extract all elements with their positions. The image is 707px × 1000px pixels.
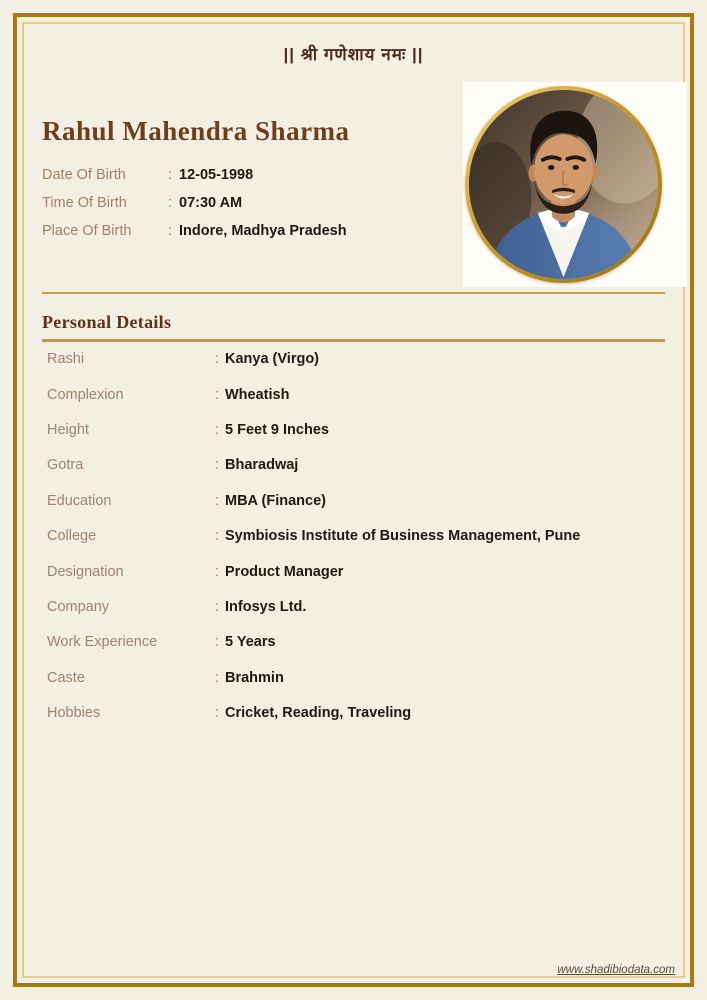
birth-label: Place Of Birth (42, 223, 132, 239)
detail-label: Education (47, 492, 112, 509)
detail-row (42, 660, 665, 695)
detail-label: Rashi (47, 351, 85, 368)
birth-label: Time Of Birth (42, 195, 127, 211)
invocation-header: || श्री गणेशाय नमः || (283, 45, 424, 64)
photo-panel (463, 82, 687, 287)
detail-row (42, 625, 665, 660)
detail-value: 5 Years (225, 634, 276, 651)
personal-details-section (42, 312, 665, 731)
detail-row (42, 412, 665, 447)
colon-separator: : (215, 351, 220, 368)
detail-label: Gotra (47, 457, 84, 474)
colon-separator: : (215, 492, 220, 509)
section-title: Personal Details (42, 312, 172, 332)
colon-separator: : (215, 669, 220, 686)
colon-separator: : (168, 167, 173, 183)
colon-separator: : (215, 705, 220, 722)
detail-row (42, 483, 665, 518)
colon-separator: : (215, 528, 220, 545)
detail-label: Company (47, 598, 110, 615)
colon-separator: : (168, 195, 173, 211)
detail-value: Wheatish (225, 386, 290, 403)
birth-row (42, 217, 452, 245)
colon-separator: : (215, 386, 220, 403)
detail-row (42, 342, 665, 377)
full-name: Rahul Mahendra Sharma (42, 116, 350, 146)
detail-label: Work Experience (47, 634, 158, 651)
photo-gold-ring (465, 86, 662, 283)
section-divider-line (42, 292, 665, 294)
colon-separator: : (215, 421, 220, 438)
detail-row (42, 554, 665, 589)
detail-value: 5 Feet 9 Inches (225, 421, 329, 438)
colon-separator: : (215, 457, 220, 474)
birth-details (42, 161, 452, 245)
detail-label: Hobbies (47, 705, 101, 722)
detail-label: Caste (47, 669, 85, 686)
groom-portrait-photo (469, 90, 658, 279)
detail-label: College (47, 528, 97, 545)
colon-separator: : (215, 563, 220, 580)
detail-value: Symbiosis Institute of Business Management, Pune (225, 528, 581, 545)
birth-row (42, 161, 452, 189)
detail-value: Bharadwaj (225, 457, 299, 474)
colon-separator: : (168, 223, 173, 239)
detail-label: Complexion (47, 386, 124, 403)
colon-separator: : (215, 634, 220, 651)
detail-row (42, 695, 665, 730)
detail-value: Kanya (Virgo) (225, 351, 320, 368)
colon-separator: : (215, 598, 220, 615)
birth-label: Date Of Birth (42, 167, 126, 183)
detail-label: Designation (47, 563, 124, 580)
detail-value: MBA (Finance) (225, 492, 326, 509)
detail-label: Height (47, 421, 89, 438)
birth-value: Indore, Madhya Pradesh (179, 223, 347, 239)
watermark-link[interactable]: www.shadibiodata.com (557, 964, 675, 976)
detail-row (42, 518, 665, 553)
detail-row (42, 448, 665, 483)
detail-value: Infosys Ltd. (225, 598, 307, 615)
detail-value: Product Manager (225, 563, 344, 580)
birth-value: 07:30 AM (179, 195, 243, 211)
detail-row (42, 589, 665, 624)
birth-value: 12-05-1998 (179, 167, 254, 183)
detail-row (42, 377, 665, 412)
birth-row (42, 189, 452, 217)
detail-value: Brahmin (225, 669, 284, 686)
detail-value: Cricket, Reading, Traveling (225, 705, 412, 722)
